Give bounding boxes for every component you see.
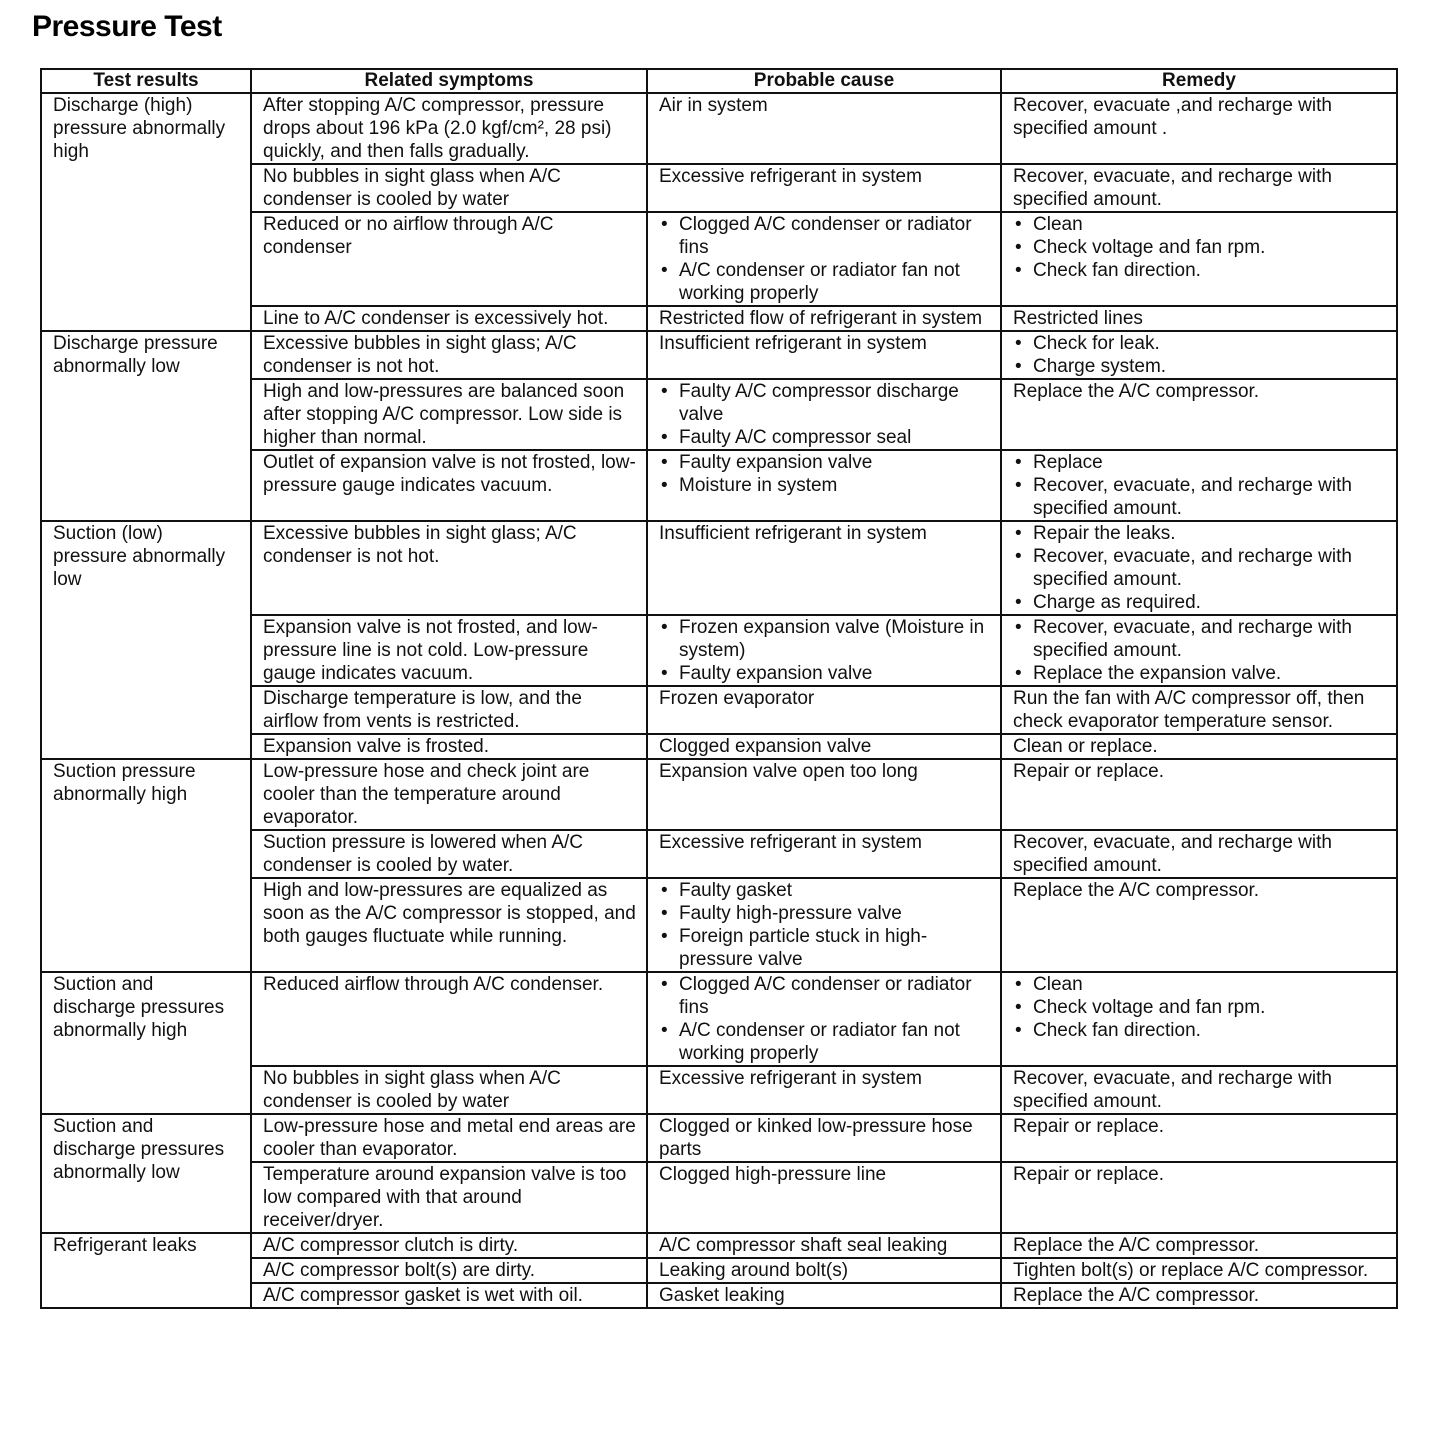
table-row: [41, 1114, 1397, 1162]
cause-text: Restricted flow of refrigerant in system: [659, 308, 983, 329]
cause-cell: [647, 212, 1001, 306]
cause-cell: [647, 164, 1001, 212]
symptom-cell: Excessive bubbles in sight glass; A/C condenser is not hot.: [251, 331, 647, 379]
cause-item: • Foreign particle stuck in high-pressure valve: [659, 925, 990, 971]
cause-text: Excessive refrigerant in system: [659, 832, 922, 853]
cause-text: Insufficient refrigerant in system: [659, 523, 927, 544]
test-result-cell: Suction and discharge pressures abnormally high: [41, 972, 251, 1114]
test-result-cell: Suction pressure abnormally high: [41, 759, 251, 972]
remedy-item: • Clean: [1013, 973, 1386, 996]
remedy-text: Replace the A/C compressor.: [1013, 1235, 1260, 1256]
cause-cell: [647, 379, 1001, 450]
symptom-cell: No bubbles in sight glass when A/C condenser is cooled by water: [251, 1066, 647, 1114]
symptom-cell: Suction pressure is lowered when A/C condenser is cooled by water.: [251, 830, 647, 878]
test-result-cell: Discharge (high) pressure abnormally high: [41, 93, 251, 331]
cause-text: Leaking around bolt(s): [659, 1260, 849, 1281]
symptom-cell: Reduced or no airflow through A/C condenser: [251, 212, 647, 306]
test-result-cell: Suction and discharge pressures abnormally low: [41, 1114, 251, 1233]
symptom-cell: High and low-pressures are equalized as soon as the A/C compressor is stopped, and both gauges fluctuate while running.: [251, 878, 647, 972]
cause-list: [659, 213, 990, 305]
cause-item: • Faulty A/C compressor discharge valve: [659, 380, 990, 426]
header-probable-cause: Probable cause: [647, 69, 1001, 93]
cause-item: • Faulty gasket: [659, 879, 990, 902]
remedy-item: • Check fan direction.: [1013, 259, 1386, 282]
cause-item: • Faulty expansion valve: [659, 662, 990, 685]
remedy-item: • Recover, evacuate, and recharge with specified amount.: [1013, 474, 1386, 520]
cause-cell: [647, 1233, 1001, 1258]
remedy-cell: [1001, 450, 1397, 521]
remedy-cell: [1001, 734, 1397, 759]
table-body: [41, 93, 1397, 1308]
remedy-item: • Charge as required.: [1013, 591, 1386, 614]
cause-cell: [647, 878, 1001, 972]
symptom-cell: A/C compressor clutch is dirty.: [251, 1233, 647, 1258]
table-row: [41, 972, 1397, 1066]
cause-item: • Faulty high-pressure valve: [659, 902, 990, 925]
remedy-item: • Check fan direction.: [1013, 1019, 1386, 1042]
cause-text: Clogged expansion valve: [659, 736, 872, 757]
cause-cell: [647, 1258, 1001, 1283]
remedy-cell: [1001, 972, 1397, 1066]
cause-text: Clogged or kinked low-pressure hose parts: [659, 1116, 973, 1160]
cause-cell: [647, 1066, 1001, 1114]
cause-cell: [647, 830, 1001, 878]
remedy-item: • Check voltage and fan rpm.: [1013, 236, 1386, 259]
symptom-cell: After stopping A/C compressor, pressure drops about 196 kPa (2.0 kgf/cm², 28 psi) quickly, and then falls gradually.: [251, 93, 647, 164]
cause-item: • Faulty expansion valve: [659, 451, 990, 474]
table-row: [41, 1233, 1397, 1258]
remedy-cell: [1001, 686, 1397, 734]
cause-cell: [647, 686, 1001, 734]
remedy-cell: [1001, 878, 1397, 972]
remedy-item: • Clean: [1013, 213, 1386, 236]
remedy-cell: [1001, 1114, 1397, 1162]
cause-item: • Faulty A/C compressor seal: [659, 426, 990, 449]
header-related-symptoms: Related symptoms: [251, 69, 647, 93]
remedy-cell: [1001, 379, 1397, 450]
remedy-text: Repair or replace.: [1013, 761, 1165, 782]
remedy-list: [1013, 616, 1386, 685]
remedy-text: Replace the A/C compressor.: [1013, 1285, 1260, 1306]
remedy-cell: [1001, 93, 1397, 164]
symptom-cell: No bubbles in sight glass when A/C condenser is cooled by water: [251, 164, 647, 212]
table-row: [41, 93, 1397, 164]
symptom-cell: A/C compressor gasket is wet with oil.: [251, 1283, 647, 1308]
page-title: Pressure Test: [32, 10, 222, 43]
remedy-item: • Recover, evacuate, and recharge with specified amount.: [1013, 545, 1386, 591]
remedy-cell: [1001, 1283, 1397, 1308]
remedy-cell: [1001, 164, 1397, 212]
remedy-text: Replace the A/C compressor.: [1013, 880, 1260, 901]
pressure-test-table: [40, 68, 1398, 1309]
table-header-row: [41, 69, 1397, 93]
cause-text: Air in system: [659, 95, 768, 116]
cause-cell: [647, 759, 1001, 830]
remedy-cell: [1001, 830, 1397, 878]
test-result-cell: Refrigerant leaks: [41, 1233, 251, 1308]
symptom-cell: Discharge temperature is low, and the airflow from vents is restricted.: [251, 686, 647, 734]
symptom-cell: Reduced airflow through A/C condenser.: [251, 972, 647, 1066]
table-row: [41, 331, 1397, 379]
table-row: [41, 759, 1397, 830]
cause-text: Excessive refrigerant in system: [659, 166, 922, 187]
cause-cell: [647, 331, 1001, 379]
remedy-text: Recover, evacuate ,and recharge with specified amount .: [1013, 95, 1332, 139]
cause-cell: [647, 1283, 1001, 1308]
remedy-text: Repair or replace.: [1013, 1116, 1165, 1137]
remedy-list: [1013, 451, 1386, 520]
header-remedy: Remedy: [1001, 69, 1397, 93]
symptom-cell: Expansion valve is frosted.: [251, 734, 647, 759]
cause-item: • Frozen expansion valve (Moisture in system): [659, 616, 990, 662]
remedy-cell: [1001, 306, 1397, 331]
cause-text: Expansion valve open too long: [659, 761, 918, 782]
remedy-text: Clean or replace.: [1013, 736, 1158, 757]
cause-item: • Clogged A/C condenser or radiator fins: [659, 213, 990, 259]
remedy-text: Restricted lines: [1013, 308, 1143, 329]
symptom-cell: A/C compressor bolt(s) are dirty.: [251, 1258, 647, 1283]
remedy-list: [1013, 522, 1386, 614]
cause-list: [659, 879, 990, 971]
remedy-cell: [1001, 331, 1397, 379]
header-test-results: Test results: [41, 69, 251, 93]
cause-text: A/C compressor shaft seal leaking: [659, 1235, 948, 1256]
cause-cell: [647, 306, 1001, 331]
symptom-cell: Temperature around expansion valve is too low compared with that around receiver/dryer.: [251, 1162, 647, 1233]
remedy-item: • Recover, evacuate, and recharge with specified amount.: [1013, 616, 1386, 662]
remedy-text: Replace the A/C compressor.: [1013, 381, 1260, 402]
cause-cell: [647, 521, 1001, 615]
symptom-cell: Line to A/C condenser is excessively hot.: [251, 306, 647, 331]
remedy-cell: [1001, 212, 1397, 306]
cause-list: [659, 973, 990, 1065]
symptom-cell: Excessive bubbles in sight glass; A/C condenser is not hot.: [251, 521, 647, 615]
cause-item: • Clogged A/C condenser or radiator fins: [659, 973, 990, 1019]
cause-text: Insufficient refrigerant in system: [659, 333, 927, 354]
remedy-cell: [1001, 1233, 1397, 1258]
remedy-cell: [1001, 1258, 1397, 1283]
remedy-list: [1013, 213, 1386, 282]
cause-text: Excessive refrigerant in system: [659, 1068, 922, 1089]
cause-cell: [647, 1162, 1001, 1233]
remedy-item: • Check for leak.: [1013, 332, 1386, 355]
remedy-text: Repair or replace.: [1013, 1164, 1165, 1185]
remedy-text: Tighten bolt(s) or replace A/C compressor.: [1013, 1260, 1369, 1281]
remedy-item: • Repair the leaks.: [1013, 522, 1386, 545]
cause-list: [659, 380, 990, 449]
cause-cell: [647, 734, 1001, 759]
remedy-cell: [1001, 759, 1397, 830]
cause-cell: [647, 615, 1001, 686]
cause-item: • Moisture in system: [659, 474, 990, 497]
cause-cell: [647, 972, 1001, 1066]
remedy-cell: [1001, 521, 1397, 615]
symptom-cell: Low-pressure hose and metal end areas are cooler than evaporator.: [251, 1114, 647, 1162]
cause-item: • A/C condenser or radiator fan not working properly: [659, 1019, 990, 1065]
test-result-cell: Suction (low) pressure abnormally low: [41, 521, 251, 759]
remedy-text: Recover, evacuate, and recharge with specified amount.: [1013, 832, 1332, 876]
remedy-text: Run the fan with A/C compressor off, then check evaporator temperature sensor.: [1013, 688, 1365, 732]
cause-text: Frozen evaporator: [659, 688, 815, 709]
remedy-item: • Replace the expansion valve.: [1013, 662, 1386, 685]
remedy-list: [1013, 332, 1386, 378]
remedy-item: • Replace: [1013, 451, 1386, 474]
symptom-cell: Outlet of expansion valve is not frosted, low-pressure gauge indicates vacuum.: [251, 450, 647, 521]
cause-text: Gasket leaking: [659, 1285, 785, 1306]
remedy-cell: [1001, 1066, 1397, 1114]
remedy-cell: [1001, 615, 1397, 686]
cause-cell: [647, 1114, 1001, 1162]
cause-text: Clogged high-pressure line: [659, 1164, 887, 1185]
cause-cell: [647, 93, 1001, 164]
remedy-text: Recover, evacuate, and recharge with specified amount.: [1013, 1068, 1332, 1112]
cause-item: • A/C condenser or radiator fan not working properly: [659, 259, 990, 305]
remedy-cell: [1001, 1162, 1397, 1233]
remedy-item: • Charge system.: [1013, 355, 1386, 378]
symptom-cell: Low-pressure hose and check joint are cooler than the temperature around evaporator.: [251, 759, 647, 830]
remedy-item: • Check voltage and fan rpm.: [1013, 996, 1386, 1019]
symptom-cell: High and low-pressures are balanced soon after stopping A/C compressor. Low side is higher than normal.: [251, 379, 647, 450]
cause-list: [659, 616, 990, 685]
remedy-text: Recover, evacuate, and recharge with specified amount.: [1013, 166, 1332, 210]
test-result-cell: Discharge pressure abnormally low: [41, 331, 251, 521]
remedy-list: [1013, 973, 1386, 1042]
symptom-cell: Expansion valve is not frosted, and low-pressure line is not cold. Low-pressure gauge indicates vacuum.: [251, 615, 647, 686]
table-row: [41, 521, 1397, 615]
cause-cell: [647, 450, 1001, 521]
cause-list: [659, 451, 990, 497]
